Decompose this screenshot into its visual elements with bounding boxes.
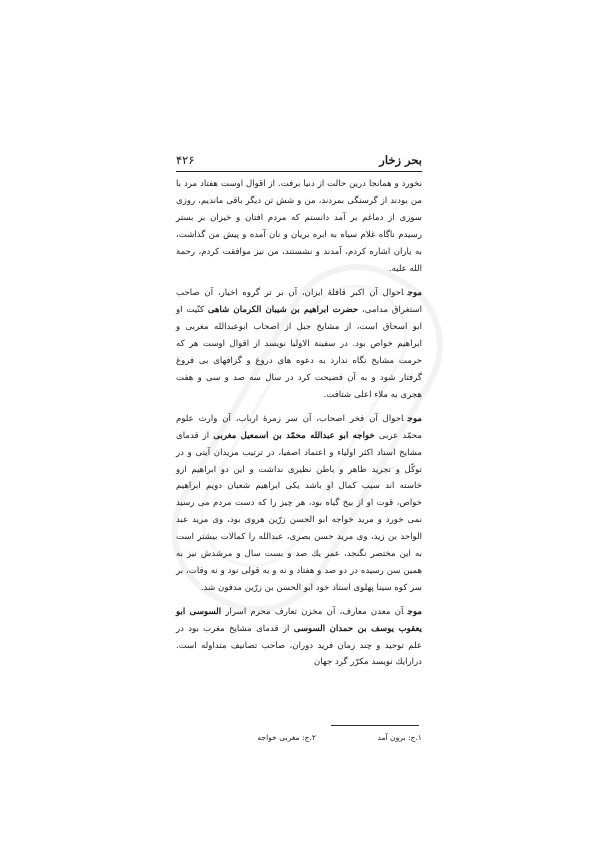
header-rule [176, 171, 422, 172]
name-highlight: السوسی ابو یعقوب یوسف بن حمدان السوسی [176, 606, 422, 634]
paragraph [176, 604, 422, 672]
paragraph [176, 285, 422, 403]
footnotes [230, 733, 422, 747]
footnote-rule [331, 725, 419, 726]
text-run: آن معدن معارف، آن مخزن تعارف محرم اسرار [221, 606, 404, 617]
footnote-2: ۲.ج: مغربی خواجه [257, 733, 316, 742]
running-title: بحر زخار [379, 153, 422, 167]
paragraph-marker: موج [407, 288, 422, 299]
text-run: احوال آن فخر اصحاب، آن سر زمرهٔ ارباب، آن وارث علوم محمّد عربی [176, 413, 422, 441]
text-run: از قدمای مشایخ استاد اکثر اولیاء و اعتماد اصفیا، در ترتیب مریدان آیتی و در توکّل و تجرید ظاهر و باطن نظیری نداشت و این دو ابراهیم ازو خاسته اند سبب کمال او باشد یکی ابراهیم شعبان دویم ابراهیم خواص، قوت او از بیخ گیاه بود، هر چیز را که دست مردم می رسید نمی خورد و مرید خواجه ابو الحسن زرّین هروی بود، وی مرید عبد الواحد بن زید، وی مرید حسن بصری، عبدالله را کمالات بیشتر است به این مختصر نگنجد، عمر یك صد و بست سال و مرشدش نیز به همین سن رسیده در دو صد و هفتاد و نه و به قولی نود و نه وفات، بر سر کوه سینا پهلوی استاد خود ابو الحسن بن زرّین مدفون شد. [176, 430, 422, 593]
name-highlight: خواجه ابو عبدالله محمّد بن اسمعیل مغربی [213, 430, 375, 441]
page-header [176, 153, 422, 171]
text-run: کنّیت او ابو اسحاق است، از مشایخ جبل از اصحاب ابوعبدالله مغربی و ابراهیم خواص بود. در سفینة الاولیا نویسد از اقوال اوست هر که حرمت مشایخ نگاه ندارد به دعوه های دروغ و گزافهای بی فروغ گرفتار شود و به آن فضیحت کرد در سال سه صد و سی و هفت هجری به ملاء اعلی شتافت. [176, 305, 422, 400]
page-number: ۴۲۶ [176, 153, 195, 167]
paragraph [176, 411, 422, 597]
paragraph-marker: موج [407, 606, 422, 617]
text-run: از قدمای مشایخ مغرب بود در علم توحید و چند زمان فرید دوران، صاحب تصانیف متداوله است. درارایك نویسد مکرّر گرد جهان [176, 623, 422, 668]
main-text [176, 176, 422, 678]
paragraph [176, 176, 422, 277]
text-run: احوال آن اکبر قافلهٔ ایزان، آن بر تر گروه اخیار، آن صاحب استغراق مدامی، [176, 288, 422, 316]
name-highlight: حضرت ابراهیم بن شیبان الکرمان شاهی [207, 305, 359, 316]
footnote-1: ۱.ج: برون آمد [377, 733, 422, 742]
text-run: نخورد و همانجا درین حالت از دنیا برفت. از اقوال اوست هفتاد مرد با من بودند از گرسنگی بمردند، من و شش تن دیگر باقی ماندیم، روزی سوزی از دماغم بر آمد دانستم که مردم افتان و خیزان بر بستر رسیدم ناگاه غلام سیاه به ابره بریان و نان آمده و پیش من گذاشت، به یاران اشاره کردم، آمدند و نشستند، من نیز موافقت کردم، رحمة الله علیه. [176, 179, 422, 274]
paragraph-marker: موج [407, 413, 422, 424]
